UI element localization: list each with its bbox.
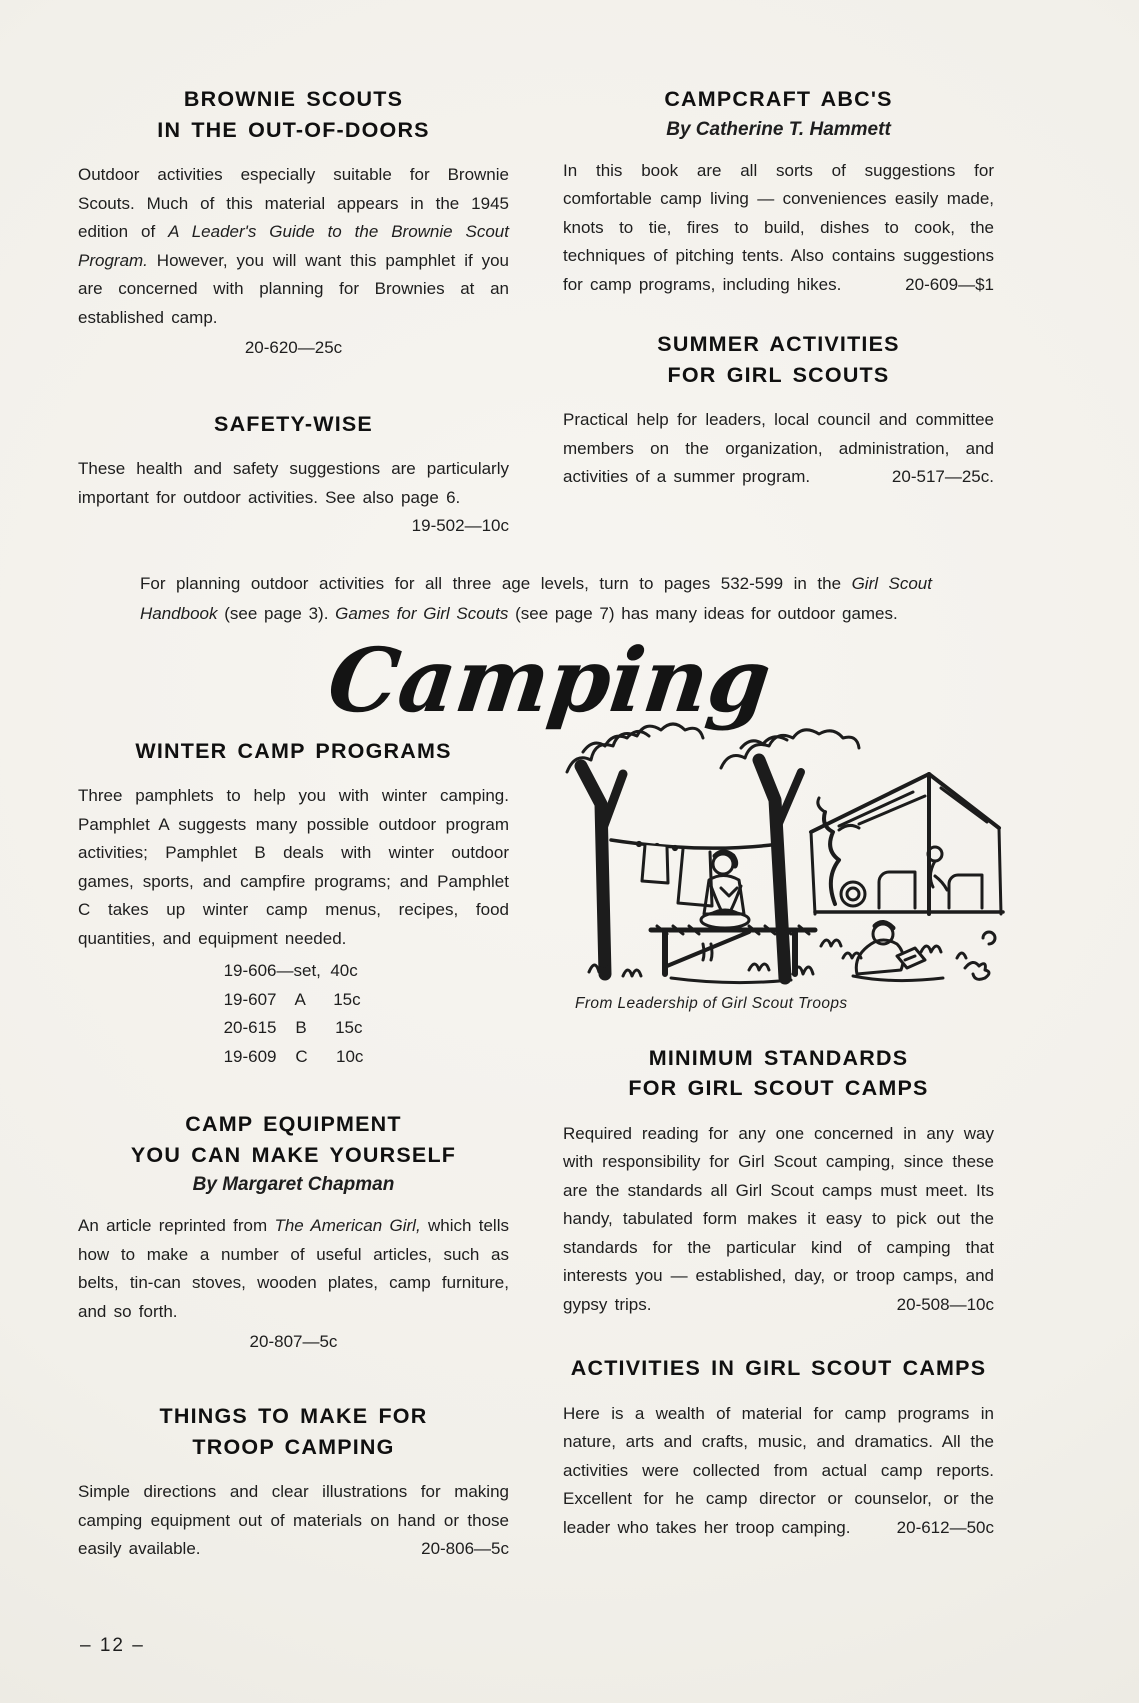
camping-script-title: Camping bbox=[322, 627, 777, 732]
pricelist-row: 20-615 B 15c bbox=[223, 1018, 363, 1038]
illustration-caption: From Leadership of Girl Scout Troops bbox=[575, 994, 848, 1012]
section-minimum-standards bbox=[563, 1043, 994, 1320]
brownie-scouts-price: 20-620—25c bbox=[244, 338, 343, 358]
section-things-to-make bbox=[78, 1401, 509, 1564]
section-activities bbox=[563, 1353, 994, 1542]
top-right-column bbox=[563, 84, 994, 541]
camp-equipment-body: An article reprinted from The American Girl, which tells how to make a number of useful articles, such as belts, tin-can stoves, wooden plates, camp furniture, and so forth. bbox=[78, 1216, 509, 1321]
section-camp-equipment bbox=[78, 1109, 509, 1357]
things-to-make-body: Simple directions and clear illustrations for making camping equipment out of materials on hand or those easily available. 20-806—5c bbox=[78, 1478, 509, 1564]
pricelist-row: 19-609 C 10c bbox=[223, 1046, 364, 1066]
section-campcraft bbox=[563, 84, 994, 299]
safety-wise-price: 19-502—10c bbox=[411, 516, 509, 536]
camp-scene-illustration bbox=[553, 708, 994, 1013]
safety-wise-heading: SAFETY-WISE bbox=[214, 411, 373, 436]
summer-activities-body: Practical help for leaders, local council and committee members on the organization, administration, and activities of a summer program. 20-517—25c. bbox=[563, 406, 994, 492]
summer-activities-heading: SUMMER ACTIVITIES FOR GIRL SCOUTS bbox=[657, 332, 900, 387]
winter-camp-pricelist bbox=[78, 957, 509, 1071]
bottom-band bbox=[78, 736, 994, 1564]
campcraft-price: 20-609—$1 bbox=[905, 274, 994, 294]
camp-equipment-byline: By Margaret Chapman bbox=[192, 1174, 395, 1196]
minimum-standards-heading: MINIMUM STANDARDS FOR GIRL SCOUT CAMPS bbox=[628, 1045, 929, 1101]
pricelist-row: 19-606—set, 40c bbox=[223, 961, 358, 981]
campcraft-heading: CAMPCRAFT ABC'S bbox=[664, 87, 893, 111]
camp-equipment-price: 20-807—5c bbox=[249, 1332, 338, 1352]
minimum-standards-price: 20-508—10c bbox=[896, 1294, 994, 1314]
section-brownie-scouts bbox=[78, 84, 509, 363]
camp-equipment-heading: CAMP EQUIPMENT YOU CAN MAKE YOURSELF bbox=[130, 1112, 457, 1167]
summer-activities-price: 20-517—25c. bbox=[891, 467, 994, 487]
section-winter-camp bbox=[78, 736, 509, 1072]
campcraft-byline: By Catherine T. Hammett bbox=[666, 118, 891, 140]
activities-body: Here is a wealth of material for camp programs in nature, arts and crafts, music, and dramatics. All the activities were collected from actual camp reports. Excellent for he camp director or counselor, or the leader who takes her troop camping. 20-612—50c bbox=[563, 1400, 994, 1543]
winter-camp-heading: WINTER CAMP PROGRAMS bbox=[135, 738, 452, 763]
section-safety-wise bbox=[78, 409, 509, 536]
activities-heading: ACTIVITIES IN GIRL SCOUT CAMPS bbox=[570, 1356, 987, 1381]
pricelist-row: 19-607 A 15c bbox=[223, 989, 361, 1009]
section-summer-activities bbox=[563, 329, 994, 492]
campcraft-body: In this book are all sorts of suggestions for comfortable camp living — conveniences easily made, knots to tie, fires to build, dishes to cook, the techniques of pitching tents. Also contains suggestions for camp programs, including hikes. 20-609—$1 bbox=[563, 157, 994, 300]
activities-price: 20-612—50c bbox=[896, 1517, 994, 1537]
planning-note: For planning outdoor activities for all three age levels, turn to pages 532-599 in the Girl Scout Handbook (see page 3). Games for Girl Scouts (see page 7) has many ideas for outdoor games. bbox=[140, 573, 932, 624]
brownie-scouts-body: Outdoor activities especially suitable for Brownie Scouts. Much of this material appears in the 1945 edition of A Leader's Guide to the Brownie Scout Program. However, you will want this pamphlet if you are concerned with planning for Brownies at an established camp. bbox=[78, 165, 509, 327]
safety-wise-body: These health and safety suggestions are particularly important for outdoor activities. See also page 6. 19-502—10c bbox=[78, 455, 509, 512]
things-to-make-price: 20-806—5c bbox=[421, 1539, 509, 1559]
top-left-column bbox=[78, 84, 509, 541]
page-number: – 12 – bbox=[80, 1635, 145, 1656]
top-band bbox=[78, 84, 994, 541]
winter-camp-body: Three pamphlets to help you with winter camping. Pamphlet A suggests many possible outdoor program activities; Pamphlet B deals with winter outdoor games, sports, and campfire programs; and Pamphlet C takes up winter camp menus, recipes, food quantities, and equipment needed. bbox=[78, 786, 509, 948]
minimum-standards-body: Required reading for any one concerned in any way with responsibility for Girl Scout camping, since these are the standards all Girl Scout camps must meet. Its handy, tabulated form makes it easy to pick out the standards for the particular kind of camping that interests you — established, day, or troop camps, and gypsy trips. 20-508—10c bbox=[563, 1120, 994, 1320]
bottom-left-column bbox=[78, 736, 509, 1564]
brownie-scouts-heading: BROWNIE SCOUTS IN THE OUT-OF-DOORS bbox=[157, 87, 430, 142]
things-to-make-heading: THINGS TO MAKE FOR TROOP CAMPING bbox=[159, 1403, 428, 1459]
bottom-right-column bbox=[563, 736, 994, 1564]
